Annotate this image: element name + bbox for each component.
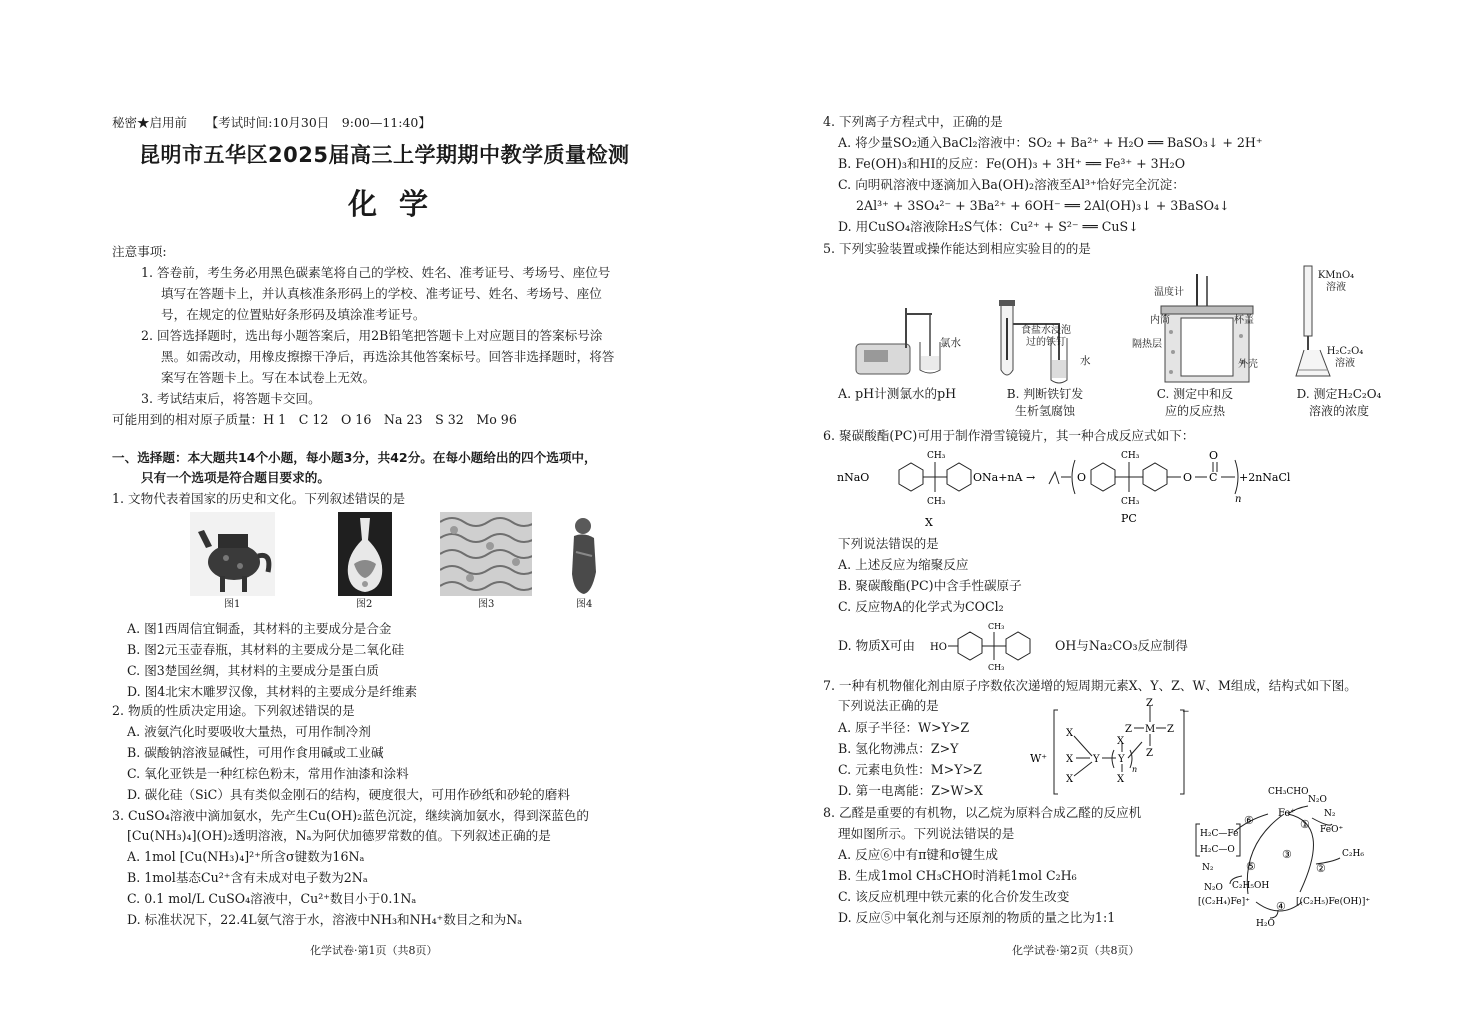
q7-m: M [1145,724,1156,735]
q7-charge-minus: − [1182,707,1190,717]
q6-reagent-a: ONa+nA → [973,471,1036,484]
left-page-footer: 化学试卷·第1页（共8页） [310,944,438,957]
q6-option-d: D. 物质X可由 [838,638,915,653]
q6-option-d-ho: HO [930,642,947,653]
q6-ch3-top-pc: CH₃ [1121,451,1140,461]
q4-option-b: B. Fe(OH)₃和HI的反应：Fe(OH)₃ + 3H⁺ ══ Fe³⁺ + 3H₂O [838,156,1186,171]
q7-sub-stem: 下列说法正确的是 [838,698,939,713]
q7-z-top: Z [1146,698,1153,709]
q1-stem: 1. 文物代表着国家的历史和文化。下列叙述错误的是 [112,491,406,506]
q8-n2-top: N₂ [1324,809,1336,819]
q7-stem: 7. 一种有机物催化剂由原子序数依次递增的短周期元素X、Y、Z、W、M组成，结构式如下图。 [823,678,1357,693]
q8-step-1: ① [1300,818,1310,831]
notice-line-4: 2. 回答选择题时，选出每小题答案后，用2B铅笔把答题卡上对应题目的答案标号涂 [141,328,603,343]
q8-c2h6: C₂H₆ [1342,849,1364,859]
section-title: 一、选择题：本大题共14个小题，每小题3分，共42分。在每小题给出的四个选项中， [112,450,597,465]
q3-stem-1: 3. CuSO₄溶液中滴加氨水，先产生Cu(OH)₂蓝色沉淀，继续滴加氨水，得到深蓝色的 [112,808,589,823]
atomic-mass-line: 可能用到的相对原子质量：H 1 C 12 O 16 Na 23 S 32 Mo 96 [112,412,517,427]
q3-option-d: D. 标准状况下，22.4L氨气溶于水，溶液中NH₃和NH₄⁺数目之和为Nₐ [127,912,523,927]
exam-title: 昆明市五华区2025届高三上学期期中教学质量检测 [139,143,630,167]
q5-label-inner: 内筒 [1150,315,1170,326]
q8-option-d: D. 反应⑤中氧化剂与还原剂的物质的量之比为1:1 [838,910,1116,925]
q6-repeat-n: n [1235,494,1242,505]
q5-label-insulation: 隔热层 [1132,339,1162,350]
q8-stem-1: 8. 乙醛是重要的有机物，以乙烷为原料合成乙醛的反应机 [823,805,1142,820]
q6-label-pc: PC [1121,512,1137,525]
notice-line-2: 填写在答题卡上，并认真核准条形码上的学校、准考证号、姓名、考场号、座位 [161,286,602,301]
q6-option-d-structure [928,620,1048,672]
notice-line-3: 号，在规定的位置贴好条形码及填涂准考证号。 [161,307,426,322]
q6-ch3-bottom-x: CH₃ [927,497,946,507]
q1-figure-1-bronze-vessel [190,512,275,596]
q5-caption-d: D. 测定H₂C₂O₄ 溶液的浓度 [1296,387,1382,419]
q7-option-a: A. 原子半径：W>Y>Z [838,720,970,735]
notice-line-7: 3. 考试结束后，将答题卡交回。 [141,391,321,406]
q1-option-a: A. 图1西周信宜铜盉，其材料的主要成分是合金 [127,621,392,636]
q5-caption-c: C. 测定中和反 应的反应热 [1156,387,1234,419]
q4-option-c-equation: 2Al³⁺ + 3SO₄²⁻ + 3Ba²⁺ + 6OH⁻ ══ 2Al(OH)₃↓ + 3BaSO₄↓ [856,198,1230,213]
q2-option-d: D. 碳化硅（SiC）具有类似金刚石的结构，硬度很大，可用作砂纸和砂轮的磨料 [127,787,570,802]
q8-h2o: H₂O [1256,919,1275,929]
q5-label-iron-nail: 食盐水浸泡 过的铁钉 [1021,325,1071,348]
q4-option-d: D. 用CuSO₄溶液除H₂S气体：Cu²⁺ + S²⁻ ══ CuS↓ [838,219,1139,234]
q8-step-3: ③ [1282,848,1292,861]
q1-figure-3-silk [440,512,532,596]
q6-option-d-ch3-bottom: CH₃ [988,663,1005,672]
subject-title: 化学 [348,187,451,221]
q8-fe-oh-complex: [(C₂H₅)Fe(OH)]⁺ [1296,897,1371,907]
q7-option-d: D. 第一电离能：Z>W>X [838,783,983,798]
q5-label-h2c2o4: H₂C₂O₄ 溶液 [1326,346,1364,369]
q6-oxygen-2: O [1183,471,1193,484]
q6-carbonyl-o: O [1209,449,1219,462]
q7-x-2: X [1066,754,1074,765]
q8-c2h4fe-complex: [(C₂H₄)Fe]⁺ [1198,897,1250,907]
q2-option-a: A. 液氨汽化时要吸收大量热，可用作制冷剂 [127,724,371,739]
q8-catalytic-cycle-diagram [1182,784,1394,932]
notice-line-6: 案写在答题卡上。写在本试卷上无效。 [161,370,376,385]
q7-x-4: X [1117,736,1125,747]
q8-option-c: C. 该反应机理中铁元素的化合价发生改变 [838,889,1070,904]
q5-label-outer: 外壳 [1238,359,1258,370]
q3-option-a: A. 1mol [Cu(NH₃)₄]²⁺所含σ键数为16Nₐ [127,849,365,864]
q1-option-b: B. 图2元玉壶春瓶，其材料的主要成分是二氧化硅 [127,642,405,657]
section-title-2: 只有一个选项是符合题目要求的。 [141,470,330,485]
q8-n2o-top: N₂O [1308,795,1327,805]
q8-ch3cho: CH₃CHO [1268,787,1309,797]
q8-feo-plus: FeO⁺ [1320,825,1344,835]
q7-z-right: Z [1167,724,1174,735]
q6-ch3-bottom-pc: CH₃ [1121,497,1140,507]
q5-label-kmno4: KMnO₄ 溶液 [1317,270,1355,293]
q3-stem-2: [Cu(NH₃)₄](OH)₂透明溶液，Nₐ为阿伏加德罗常数的值。下列叙述正确的是 [127,828,551,843]
q6-option-c: C. 反应物A的化学式为COCl₂ [838,599,1004,614]
q5-caption-a: A. pH计测氯水的pH [838,386,957,401]
q6-byproduct: +2nNaCl [1239,471,1291,484]
q6-stem: 6. 聚碳酸酯(PC)可用于制作滑雪镜镜片，其一种合成反应式如下： [823,428,1195,443]
q5-label-thermometer: 温度计 [1154,287,1184,298]
q6-carbonyl-c: C [1209,471,1218,484]
q8-ring-line-1: H₂C—Fe [1200,829,1239,839]
q8-step-5: ⑤ [1246,860,1256,873]
q7-x-1: X [1066,728,1074,739]
q8-c2h5oh: C₂H₅OH [1232,881,1270,891]
q8-option-b: B. 生成1mol CH₃CHO时消耗1mol C₂H₆ [838,868,1077,883]
q2-stem: 2. 物质的性质决定用途。下列叙述错误的是 [112,703,355,718]
q3-option-b: B. 1mol基态Cu²⁺含有未成对电子数为2Nₐ [127,870,368,885]
q7-y-2: Y [1118,754,1125,765]
q4-option-a: A. 将少量SO₂通入BaCl₂溶液中：SO₂ + Ba²⁺ + H₂O ══ BaSO₃↓ + 2H⁺ [838,135,1263,150]
notice-line-5: 黑。如需改动，用橡皮擦擦干净后，再选涂其他答案标号。回答非选择题时，将答 [161,349,615,364]
q8-n2o-left: N₂O [1204,883,1223,893]
q1-option-c: C. 图3楚国丝绸，其材料的主要成分是蛋白质 [127,663,379,678]
q8-ring-line-2: H₂C—O [1200,845,1235,855]
q6-oxygen-1: O [1077,471,1087,484]
notice-line-1: 1. 答卷前，考生务必用黑色碳素笔将自己的学校、姓名、准考证号、考场号、座位号 [141,265,611,280]
q5-label-water: 水 [1080,355,1091,367]
right-page-footer: 化学试卷·第2页（共8页） [1012,944,1140,957]
q5-stem: 5. 下列实验装置或操作能达到相应实验目的的是 [823,241,1091,256]
q1-caption-2: 图2 [356,599,373,610]
q8-fe-plus: Fe⁺ [1278,808,1296,819]
q6-left-reagent: nNaO [837,471,870,484]
q3-option-c: C. 0.1 mol/L CuSO₄溶液中，Cu²⁺数目小于0.1Nₐ [127,891,417,906]
q6-option-d-tail: OH与Na₂CO₃反应制得 [1055,638,1188,653]
q6-reaction-scheme [835,448,1315,532]
q7-z-bottom: Z [1146,748,1153,759]
q1-caption-3: 图3 [478,599,495,610]
q7-z-left: Z [1125,724,1132,735]
q7-structure-diagram [1030,696,1200,798]
q4-option-c: C. 向明矾溶液中逐滴加入Ba(OH)₂溶液至Al³⁺恰好完全沉淀： [838,177,1185,192]
q1-figure-4-wood-statue [566,512,602,596]
q8-n2-left: N₂ [1202,863,1214,873]
q7-w-cation: W⁺ [1030,752,1048,765]
q4-stem: 4. 下列离子方程式中，正确的是 [823,114,1003,129]
q6-label-x: X [925,516,933,529]
q8-step-2: ② [1316,862,1326,875]
q6-option-a: A. 上述反应为缩聚反应 [838,557,969,572]
q1-option-d: D. 图4北宋木雕罗汉像，其材料的主要成分是纤维素 [127,684,418,699]
q5-label-lid: 杯盖 [1234,315,1254,326]
q5-caption-b: B. 判断铁钉发 生析氢腐蚀 [1006,387,1084,419]
confidential-header: 秘密★启用前 【考试时间:10月30日 9:00—11:40】 [112,115,431,130]
q8-step-4: ④ [1276,900,1286,913]
q6-ch3-top-x: CH₃ [927,451,946,461]
q8-option-a: A. 反应⑥中有π键和σ键生成 [838,847,998,862]
q6-option-d-ch3-top: CH₃ [988,622,1005,631]
q5-label-chlorine-water: 氯水 [940,337,961,349]
q1-caption-4: 图4 [576,599,593,610]
q6-option-b: B. 聚碳酸酯(PC)中含手性碳原子 [838,578,1022,593]
q2-option-b: B. 碳酸钠溶液显碱性，可用作食用碱或工业碱 [127,745,384,760]
notice-title: 注意事项: [112,244,167,259]
q8-step-6: ⑥ [1244,814,1254,827]
q7-option-b: B. 氢化物沸点：Z>Y [838,741,959,756]
q2-option-c: C. 氧化亚铁是一种红棕色粉末，常用作油漆和涂料 [127,766,409,781]
q8-stem-2: 理如图所示。下列说法错误的是 [838,826,1015,841]
q7-option-c: C. 元素电负性：M>Y>Z [838,762,982,777]
q7-x-3: X [1066,774,1074,785]
q7-y-1: Y [1093,754,1100,765]
q7-n: n [1132,765,1138,774]
q1-figure-2-vase [338,512,392,596]
q1-caption-1: 图1 [224,599,241,610]
q7-x-5: X [1117,774,1125,785]
q6-sub-stem: 下列说法错误的是 [838,536,939,551]
